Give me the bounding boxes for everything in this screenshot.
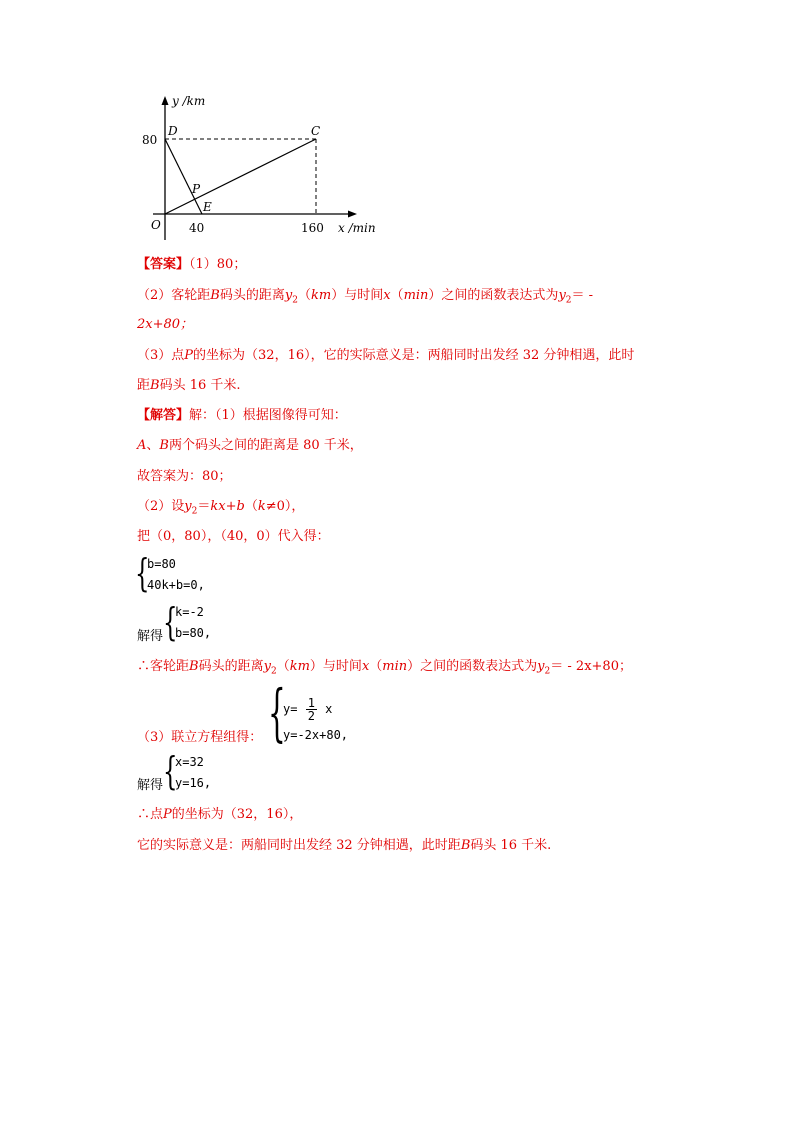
system3-eq1 [283, 697, 332, 722]
text: 码头 16 千米. [159, 378, 241, 393]
text: ＝ [197, 499, 211, 514]
solution-line-meaning [137, 837, 551, 855]
text: 的坐标为（32，16），它的实际意义是：两船同时出发经 32 分钟相遇，此时 [193, 348, 635, 363]
text: （ [244, 499, 258, 514]
text: ）之间的函数表达式为 [407, 659, 538, 674]
text: kx [210, 499, 226, 514]
text: （3）联立方程组得： [137, 730, 263, 745]
text: 码头的距离 [219, 288, 285, 303]
point-p-label: P [192, 182, 201, 196]
solution-line-conclusion-2 [137, 658, 632, 681]
text: （ [276, 659, 290, 674]
text: 2 [544, 666, 551, 677]
system3-brace: { [268, 676, 286, 749]
system4-eq2 [175, 776, 211, 790]
solution-line-4 [137, 498, 304, 521]
text: 码头 16 千米. [470, 838, 552, 853]
text: b=80 [175, 626, 204, 640]
text: y=16 [175, 776, 204, 790]
x-tick-160: 160 [301, 221, 324, 235]
text: ）与时间 [309, 659, 362, 674]
point-e-label: E [203, 200, 212, 214]
system1-eq2 [147, 578, 205, 592]
solution-tag: 【解答】 [137, 408, 190, 423]
text: y [184, 499, 192, 514]
text: （2）设 [137, 499, 185, 514]
text: ＝ - [571, 288, 594, 303]
text: 解：（1）根据图像得可知： [189, 408, 347, 423]
system1-brace: { [135, 551, 150, 595]
point-c-label: C [311, 124, 321, 138]
text: y [284, 288, 293, 303]
line-oc [165, 139, 316, 214]
text: P [163, 807, 172, 822]
text: 把（0，80），（40，0）代入得： [137, 529, 330, 544]
system4-brace: { [163, 749, 178, 793]
text: ）之间的函数表达式为 [428, 288, 559, 303]
text: 2 [292, 295, 298, 306]
text: （3）点 [137, 348, 185, 363]
system2-eq1: k=-2 [175, 605, 204, 619]
y-axis-arrow [162, 96, 169, 105]
text: （ [297, 288, 311, 303]
text: 40k+b=0 [147, 578, 198, 592]
answer-line-4 [137, 347, 634, 365]
distance-time-graph [135, 90, 395, 240]
text: min [382, 659, 408, 674]
text: ∴点 [137, 807, 164, 822]
text: y= [283, 702, 298, 716]
text: 、 [146, 438, 160, 453]
solve-label-2 [137, 777, 163, 795]
text: 2 [270, 666, 277, 677]
text: , [203, 776, 212, 790]
text: P [184, 348, 194, 363]
text: 故答案为：80； [137, 469, 232, 484]
answer-tag: 【答案】 [137, 257, 190, 272]
text: , [203, 626, 212, 640]
text: ＝ - 2x+80； [550, 659, 632, 674]
system4-eq1: x=32 [175, 755, 204, 769]
answer-line-1 [137, 256, 246, 274]
text: ≠0）， [265, 499, 305, 514]
text: , [197, 578, 205, 592]
text: ∴客轮距 [137, 659, 190, 674]
fraction-one-half [306, 697, 317, 722]
text: （2）客轮距 [137, 288, 211, 303]
text: y=-2x+80 [283, 728, 341, 742]
text: B [189, 659, 199, 674]
text: 解得 [137, 778, 164, 793]
solution-line-3 [137, 468, 232, 486]
text: , [340, 728, 349, 742]
x-axis-arrow [348, 211, 357, 218]
system2-brace: { [163, 600, 178, 644]
text: ）与时间 [331, 288, 384, 303]
text: 1 [307, 696, 315, 710]
text: y [537, 659, 545, 674]
solution-line-1 [137, 407, 347, 425]
answer-part1: （1）80； [189, 257, 247, 272]
point-d-label: D [168, 124, 178, 138]
text: 2 [191, 506, 198, 517]
text: km [289, 659, 310, 674]
text: 两个码头之间的距离是 80 千米， [168, 438, 363, 453]
solution-line-2 [137, 437, 363, 455]
text: x [361, 659, 370, 674]
text: + [225, 499, 237, 514]
text: 解得 [137, 629, 164, 644]
text: 它的实际意义是：两船同时出发经 32 分钟相遇，此时距 [137, 838, 461, 853]
text: 的坐标为（32，16）， [171, 807, 303, 822]
line-de [165, 139, 202, 214]
system3-eq2 [283, 728, 348, 742]
solution-line-part3 [137, 729, 262, 747]
system2-eq2 [175, 626, 211, 640]
text: （ [390, 288, 404, 303]
text: B [460, 838, 471, 853]
text: b [236, 499, 245, 514]
origin-label: O [151, 218, 161, 232]
text: A [137, 438, 147, 453]
text: 码头的距离 [198, 659, 264, 674]
system1-eq1: b=80 [147, 557, 176, 571]
answer-line-3 [137, 316, 193, 334]
text: 2 [565, 295, 572, 306]
answer-line-5 [137, 377, 241, 395]
text: x [383, 288, 391, 303]
x-tick-40: 40 [189, 221, 205, 235]
text: 2x+80； [137, 317, 194, 332]
text: min [403, 288, 429, 303]
text: B [159, 438, 169, 453]
text: y [263, 659, 271, 674]
text: B [210, 288, 220, 303]
text: B [150, 378, 160, 393]
text: x [325, 702, 333, 716]
text: y [558, 288, 566, 303]
y-axis-label: y /km [172, 94, 206, 108]
text: 距 [137, 378, 151, 393]
solution-line-5 [137, 528, 330, 546]
answer-line-2 [137, 287, 593, 310]
y-tick-80: 80 [142, 133, 158, 147]
text: 2 [307, 709, 315, 723]
solve-label-1 [137, 628, 163, 646]
text: （ [369, 659, 383, 674]
x-axis-label: x /min [338, 221, 376, 235]
text: k [257, 499, 266, 514]
solution-line-p-coord [137, 806, 302, 824]
text: km [310, 288, 332, 303]
